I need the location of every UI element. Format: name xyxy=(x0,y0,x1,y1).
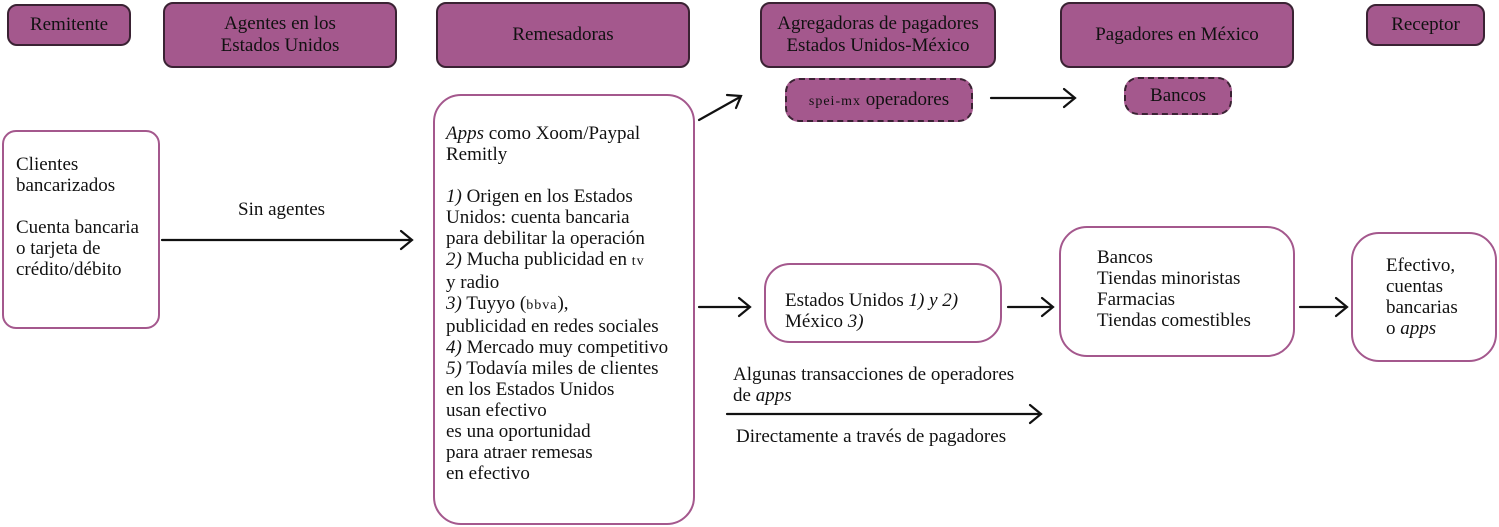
receptor-box: Efectivo, cuentas bancarias o apps xyxy=(1351,232,1497,362)
sin-agentes-label: Sin agentes xyxy=(238,199,326,220)
header-agentes: Agentes en los Estados Unidos xyxy=(163,2,397,68)
header-pagadores: Pagadores en México xyxy=(1060,2,1294,68)
remesadoras-detail-box: Apps como Xoom/Paypal Remitly 1) Origen en los Estados Unidos: cuenta bancaria para debilitar la operación 2) Mucha publicidad en tv y radio 3) Tuyyo (bbva), publicidad en redes sociales 4) Mercado muy competitivo 5) Todavía miles de clientes en los Estados Unidos usan efectivo es una oportunidad para atraer remesas en efectivo xyxy=(433,94,695,525)
header-remitente: Remitente xyxy=(7,4,131,46)
clientes-box: Clientes bancarizados Cuenta bancaria o tarjeta de crédito/débito xyxy=(2,130,160,329)
bancos-top-box: Bancos xyxy=(1124,77,1232,115)
pagadores-box: Bancos Tiendas minoristas Farmacias Tiendas comestibles xyxy=(1059,226,1295,357)
arrow-remesadoras-to-spei xyxy=(699,95,741,120)
header-agregadoras: Agregadoras de pagadores Estados Unidos-México xyxy=(760,2,996,68)
arrow-remesadoras-to-eeuu xyxy=(699,298,750,316)
directamente-label: Directamente a través de pagadores xyxy=(736,426,1007,447)
header-remesadoras: Remesadoras xyxy=(436,2,690,68)
algunas-transacciones-label: Algunas transacciones de operadores de apps xyxy=(733,364,1015,406)
arrow-clientes-to-remesadoras xyxy=(162,231,412,249)
estados-unidos-box: Estados Unidos 1) y 2) México 3) xyxy=(764,263,1002,343)
spei-operadores-box: spei-mx operadores xyxy=(785,78,973,122)
arrow-spei-to-bancos xyxy=(991,89,1075,107)
arrow-eeuu-to-pagadores xyxy=(1008,298,1053,316)
arrow-directamente xyxy=(727,405,1041,423)
arrow-pagadores-to-receptor xyxy=(1300,298,1347,316)
header-receptor: Receptor xyxy=(1366,4,1485,46)
